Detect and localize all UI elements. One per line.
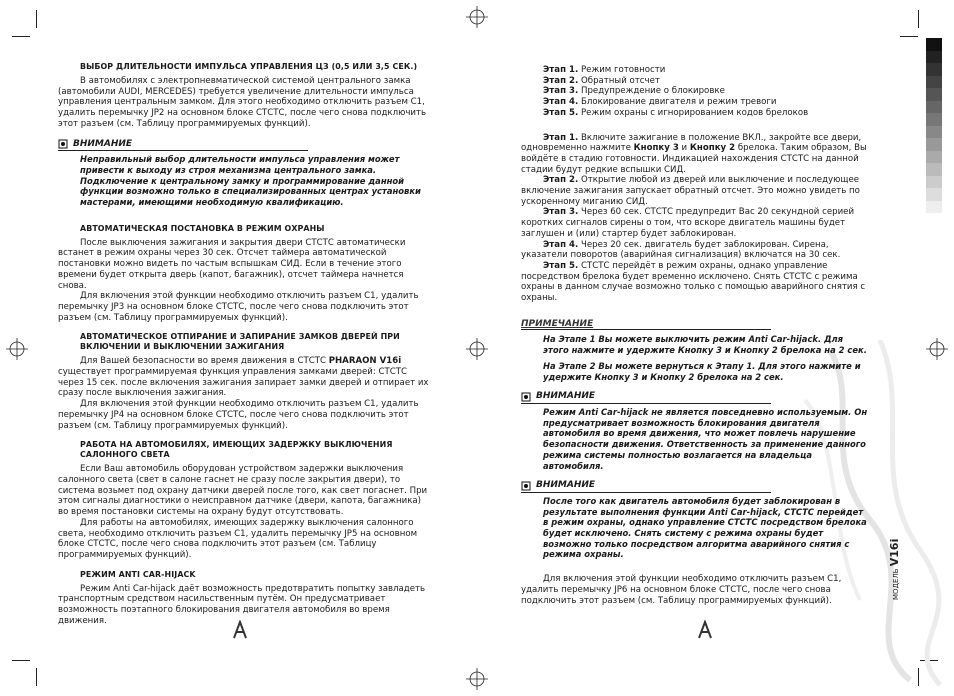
warning-text: После того как двигатель автомобиля будет заблокирован в результате выполнения функции Anti Car-hijack, СТСТС перейдет в режим охраны, однако управление СТСТС посредством брелока будет исключено. Снять систему с режима охраны будет возможно только посредством алгоритма аварийного снятия с режима охраны.: [543, 495, 867, 560]
warning-icon: [58, 139, 68, 149]
stage-label: Этап 4.: [543, 97, 579, 108]
section-title-anti-hijack: РЕЖИМ ANTI CAR-HIJACK: [80, 569, 196, 579]
paragraph: Для работы на автомобилях, имеющих задержку выключения салонного света, необходимо отключить разъем С1, удалить перемычку JP5 на основном блоке СТСТС, после чего снова подключить этот разъем (см. Таблицу программируемых функций).: [58, 517, 418, 560]
paragraph: Этап 4. Через 20 сек. двигатель будет заблокирован. Сирена, указатели поворотов (аварийная сигнализация) включатся на 30 сек.: [521, 239, 841, 261]
warning-header: [58, 139, 308, 152]
stage-item: [543, 86, 869, 97]
warning-text: Неправильный выбор длительности импульса управления может привести к выходу из строя механизма центрального замка. Подключение к центральному замку и программирование данной функции возможно только в специализированных центрах установки мастерами, имеющими необходимую квалификацию.: [80, 154, 421, 208]
stage-item: [543, 76, 869, 87]
section-title-auto-lock: АВТОМАТИЧЕСКОЕ ОТПИРАНИЕ И ЗАПИРАНИЕ ЗАМКОВ ДВЕРЕЙ ПРИ ВКЛЮЧЕНИИ И ВЫКЛЮЧЕНИИ ЗАЖИГАНИЯ: [80, 332, 400, 352]
note-title: ПРИМЕЧАНИЕ: [521, 319, 771, 331]
stage-label: Этап 5.: [543, 107, 579, 118]
paragraph: Этап 1. Включите зажигание в положение ВКЛ., закройте все двери, одновременно нажмите Кнопку 3 и Кнопку 2 брелока. Таким образом, Вы войдёте в стадию готовности. Индикацией нахождения СТСТС на данной стадии будут редкие вспышки СИД.: [521, 132, 867, 175]
warning-header: [521, 391, 771, 404]
note-text: На Этапе 2 Вы можете вернуться к Этапу 1. Для этого нажмите и удержите Кнопку 3 и Кнопку 2 брелока на 2 сек.: [543, 360, 861, 382]
warning-icon: [521, 392, 531, 402]
warning-title: ВНИМАНИЕ: [73, 138, 133, 149]
stage-description: Блокирование двигателя и режим тревоги: [581, 97, 777, 108]
stage-description: Обратный отсчет: [581, 75, 660, 86]
brand-logo-icon: [232, 620, 248, 640]
paragraph: Для включения этой функции необходимо отключить разъем С1, удалить перемычку JP4 на основном блоке СТСТС, после чего снова подключить этот разъем (см. Таблицу программируемых функций).: [58, 399, 419, 431]
stage-label: Этап 3.: [543, 86, 579, 97]
brand-logo-icon: [697, 620, 713, 640]
paragraph: Если Ваш автомобиль оборудован устройством задержки выключения салонного света (свет в салоне гаснет не сразу после закрытия двери), то система возьмет под охрану датчики дверей после того, как свет погаснет. При этом сигналы диагностики о неисправном датчике (двери, капота, багажника) во время постановки системы на охрану будут отсутствовать.: [58, 464, 428, 518]
paragraph: В автомобилях с электропневматической системой центрального замка (автомобили AUDI, MERCEDES) требуется увеличение длительности импульса управления центральным замком. Для этого необходимо отключить разъем С1, удалить перемычку JP2 на основном блоке СТСТС, после чего снова подключить этот разъем (см. Таблицу программируемых функций).: [58, 76, 427, 129]
paragraph: После выключения зажигания и закрытия двери СТСТС автоматически встанет в режим охраны через 30 сек. Отсчет таймера автоматической постановки можно видеть по частым вспышкам СИД. Если в течение этого времени будет открыта дверь (капот, багажник), отсчет таймера начнется снова.: [58, 237, 406, 291]
stage-item: [543, 108, 869, 119]
stage-description: Предупреждение о блокировке: [581, 86, 725, 97]
section-title-auto-arm: АВТОМАТИЧЕСКАЯ ПОСТАНОВКА В РЕЖИМ ОХРАНЫ: [80, 223, 325, 233]
paragraph: Для включения этой функции необходимо отключить разъем С1, удалить перемычку JP3 на основном блоке СТСТС, после чего снова подключить этот разъем (см. Таблицу программируемых функций).: [58, 291, 419, 323]
warning-title: ВНИМАНИЕ: [536, 391, 596, 402]
warning-text: Режим Anti Car-hijack не является повседневно используемым. Он предусматривает возможность блокирования двигателя автомобиля во время движения, что может повлечь нарушение безопасности движения. Ответственность за применение данного режима системы полностью возлагается на владельца автомобиля.: [543, 406, 868, 471]
warning-icon: [521, 481, 531, 491]
right-page: [477, 0, 954, 696]
paragraph: Этап 2. Открытие любой из дверей или выключение и последующее включение зажигания запускает обратный отсчет. Это можно увидеть по ускоренному миганию СИД.: [521, 175, 860, 207]
left-column: [58, 62, 430, 626]
stage-item: [543, 97, 869, 108]
paragraph: Режим Anti Car-hijack даёт возможность предотвратить попытку завладеть транспортным средством насильственным путём. Он предусматривает возможность поэтапного блокирования двигателя автомобиля во время движения.: [58, 583, 426, 626]
paragraph: Для Вашей безопасности во время движения в СТСТС PHARAON V16i существует программируемая функция управления замками дверей: СТСТС через 15 сек. после включения зажигания запирает замки дверей и отпирает их сразу после выключения зажигания.: [58, 356, 429, 399]
warning-title: ВНИМАНИЕ: [536, 480, 596, 491]
section-title-delay-light: РАБОТА НА АВТОМОБИЛЯХ, ИМЕЮЩИХ ЗАДЕРЖКУ ВЫКЛЮЧЕНИЯ САЛОННОГО СВЕТА: [80, 440, 393, 460]
stage-list: [543, 65, 869, 119]
paragraph: Этап 3. Через 60 сек. СТСТС предупредит Вас 20 секундной серией коротких сигналов сирены о том, что вскоре двигатель машины будет заглушен и (или) стартер будет заблокирован.: [521, 207, 855, 239]
stage-description: Режим охраны с игнорированием кодов брелоков: [581, 107, 809, 118]
warning-header: [521, 480, 771, 493]
model-label: МОДЕЛЬ V16i: [888, 538, 901, 600]
stage-description: Режим готовности: [581, 65, 666, 75]
stage-label: Этап 2.: [543, 75, 579, 86]
right-column: [521, 65, 869, 606]
stage-label: Этап 1.: [543, 65, 579, 75]
brand-name: PHARAON V16i: [328, 356, 402, 367]
paragraph: Для включения этой функции необходимо отключить разъем С1, удалить перемычку JP6 на основном блоке СТСТС, после чего снова подключить этот разъем (см. Таблицу программируемых функций).: [521, 574, 842, 606]
section-title-impulse: ВЫБОР ДЛИТЕЛЬНОСТИ ИМПУЛЬСА УПРАВЛЕНИЯ ЦЗ (0,5 ИЛИ 3,5 СЕК.): [80, 62, 418, 71]
note-text: На Этапе 1 Вы можете выключить режим Anti Car-hijack. Для этого нажмите и удержите Кнопку 3 и Кнопку 2 брелока на 2 сек.: [543, 334, 867, 356]
stage-item: [543, 65, 869, 76]
paragraph: Этап 5. СТСТС перейдёт в режим охраны, однако управление посредством брелока будет временно исключено. Снять СТСТС с режима охраны в данном случае возможно только с помощью аварийного снятия с охраны.: [521, 260, 866, 304]
